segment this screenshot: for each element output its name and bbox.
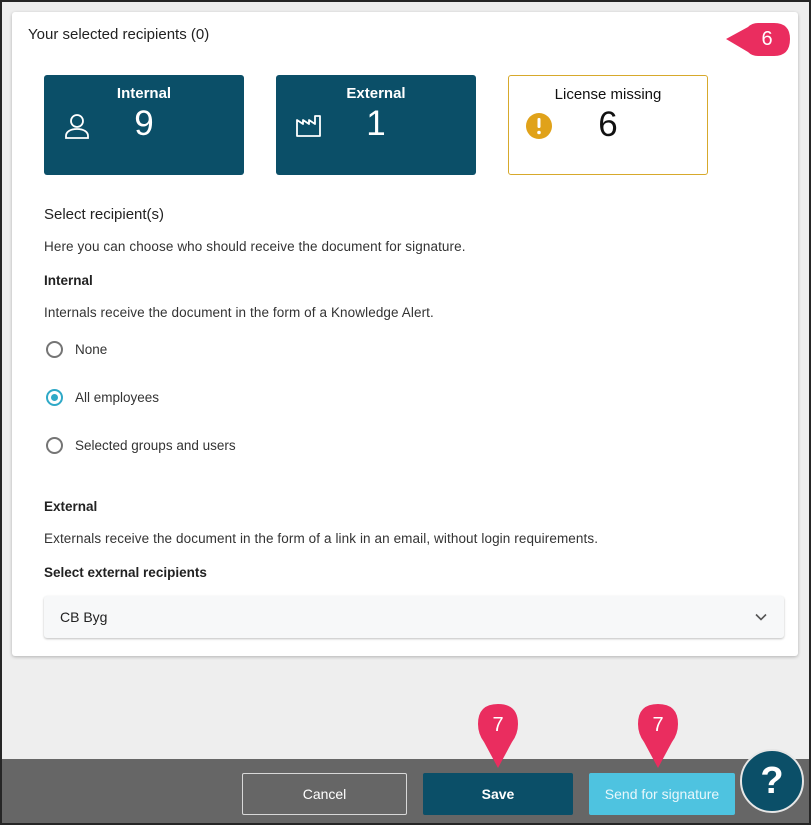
- external-description: Externals receive the document in the form of a link in an email, without login requirements.: [44, 531, 599, 546]
- external-count-card: [276, 75, 476, 175]
- radio-all-employees[interactable]: [46, 389, 63, 406]
- select-recipients-description: Here you can choose who should receive the document for signature.: [44, 239, 466, 254]
- license-missing-label: License missing: [554, 86, 662, 103]
- step-7-send-callout: [636, 702, 680, 772]
- internal-heading: Internal: [44, 273, 93, 288]
- save-button[interactable]: Save: [423, 773, 573, 815]
- recipients-panel: [12, 12, 798, 656]
- radio-none-label: None: [75, 341, 108, 357]
- external-count: 1: [366, 104, 386, 143]
- internal-description: Internals receive the document in the form of a Knowledge Alert.: [44, 305, 434, 320]
- external-recipients-select[interactable]: [44, 596, 784, 638]
- internal-count-card: [44, 75, 244, 175]
- send-for-signature-button[interactable]: Send for signature: [589, 773, 735, 815]
- panel-title: Your selected recipients (0): [28, 26, 210, 43]
- step-7-save-number: 7: [492, 714, 504, 736]
- external-recipients-value: CB Byg: [60, 609, 108, 625]
- select-recipients-heading: Select recipient(s): [44, 206, 165, 223]
- external-card-label: External: [346, 85, 406, 102]
- step-7-save-callout: [476, 702, 520, 772]
- step-7-send-number: 7: [652, 714, 664, 736]
- radio-none[interactable]: [46, 341, 63, 358]
- radio-option-none[interactable]: [46, 339, 107, 359]
- license-missing-count: 6: [598, 105, 618, 144]
- cancel-button[interactable]: Cancel: [242, 773, 407, 815]
- chevron-down-icon: [754, 610, 768, 624]
- internal-count: 9: [134, 104, 154, 143]
- radio-selected-groups[interactable]: [46, 437, 63, 454]
- radio-all-employees-label: All employees: [75, 389, 160, 405]
- select-external-label: Select external recipients: [44, 565, 207, 580]
- internal-card-label: Internal: [116, 85, 172, 102]
- help-button[interactable]: ?: [740, 749, 804, 813]
- radio-option-all-employees[interactable]: [46, 387, 159, 407]
- radio-selected-groups-label: Selected groups and users: [75, 437, 236, 453]
- external-heading: External: [44, 499, 98, 514]
- step-6-number: 6: [761, 28, 773, 50]
- step-6-callout: [726, 20, 796, 60]
- radio-option-selected-groups[interactable]: [46, 435, 236, 455]
- license-missing-card: [508, 75, 708, 175]
